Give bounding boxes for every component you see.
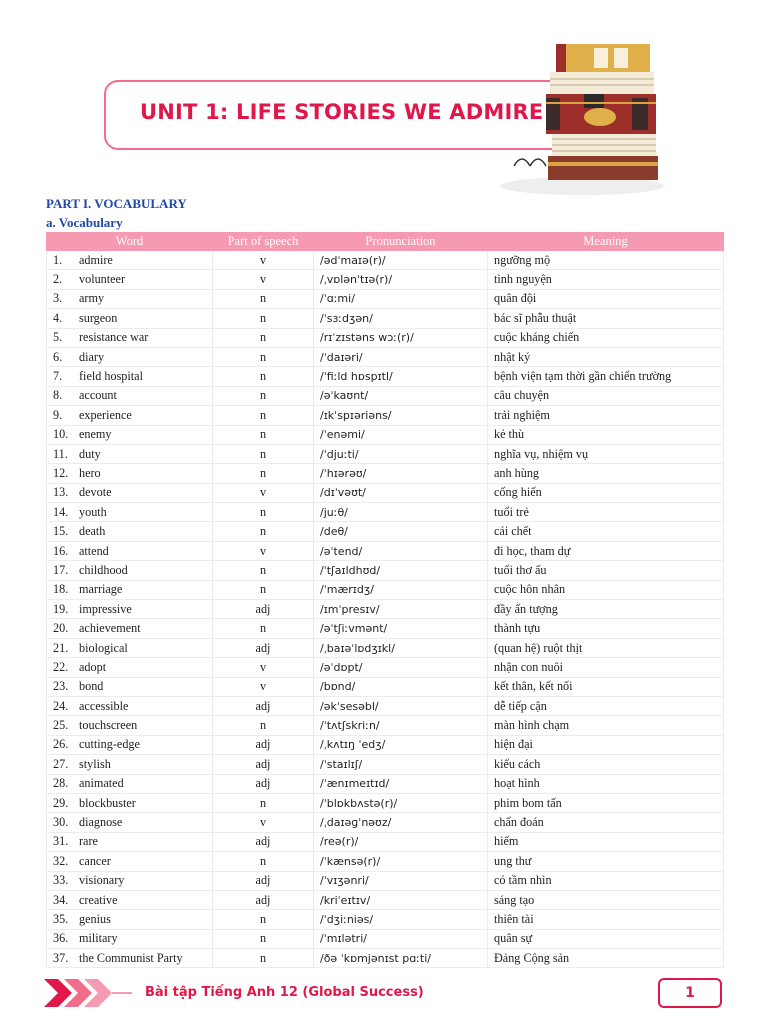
row-number: 23.: [53, 679, 69, 694]
word-cell: [47, 890, 213, 909]
word-cell: [47, 347, 213, 366]
meaning-cell: màn hình chạm: [488, 716, 724, 735]
meaning-cell: (quan hệ) ruột thịt: [488, 638, 724, 657]
meaning-cell: hiện đại: [488, 735, 724, 754]
meaning-cell: trải nghiệm: [488, 406, 724, 425]
meaning-cell: thành tựu: [488, 619, 724, 638]
part-title: PART I. VOCABULARY: [46, 196, 187, 211]
part-of-speech-cell: adj: [213, 638, 314, 657]
word-text: touchscreen: [79, 718, 138, 733]
table-row: [47, 406, 724, 425]
word-cell: [47, 677, 213, 696]
meaning-cell: tình nguyện: [488, 270, 724, 289]
part-of-speech-cell: adj: [213, 871, 314, 890]
meaning-cell: có tầm nhìn: [488, 871, 724, 890]
word-cell: [47, 309, 213, 328]
pronunciation-cell: /ˈstaɪlɪʃ/: [314, 755, 488, 774]
pronunciation-cell: /ˈkænsə(r)/: [314, 852, 488, 871]
table-row: [47, 270, 724, 289]
table-row: [47, 328, 724, 347]
meaning-cell: nghĩa vụ, nhiệm vụ: [488, 444, 724, 463]
row-number: 3.: [53, 291, 63, 306]
pronunciation-cell: /ɪmˈpresɪv/: [314, 600, 488, 619]
part-of-speech-cell: adj: [213, 696, 314, 715]
row-number: 26.: [53, 737, 69, 752]
row-number: 34.: [53, 892, 69, 907]
pronunciation-cell: /ˈdjuːti/: [314, 444, 488, 463]
header-part-of-speech: Part of speech: [213, 233, 314, 251]
row-number: 18.: [53, 582, 69, 597]
pronunciation-cell: /ˈhɪərəʊ/: [314, 464, 488, 483]
word-text: accessible: [79, 698, 129, 713]
table-row: [47, 638, 724, 657]
part-of-speech-cell: adj: [213, 600, 314, 619]
table-row: [47, 503, 724, 522]
word-cell: [47, 580, 213, 599]
part-of-speech-cell: n: [213, 619, 314, 638]
part-of-speech-cell: v: [213, 541, 314, 560]
part-of-speech-cell: adj: [213, 774, 314, 793]
row-number: 2.: [53, 272, 63, 287]
word-text: childhood: [79, 562, 128, 577]
table-row: [47, 347, 724, 366]
row-number: 9.: [53, 407, 63, 422]
part-of-speech-cell: v: [213, 813, 314, 832]
part-of-speech-cell: n: [213, 852, 314, 871]
meaning-cell: phim bom tấn: [488, 793, 724, 812]
word-cell: [47, 367, 213, 386]
meaning-cell: anh hùng: [488, 464, 724, 483]
table-header-row: [47, 233, 724, 251]
part-of-speech-cell: n: [213, 561, 314, 580]
row-number: 7.: [53, 369, 63, 384]
meaning-cell: đầy ấn tượng: [488, 600, 724, 619]
word-cell: [47, 774, 213, 793]
word-text: admire: [79, 252, 113, 267]
vocabulary-table: [46, 232, 724, 968]
row-number: 32.: [53, 853, 69, 868]
row-number: 10.: [53, 427, 69, 442]
table-row: [47, 910, 724, 929]
row-number: 22.: [53, 659, 69, 674]
table-row: [47, 541, 724, 560]
meaning-cell: Đảng Cộng sản: [488, 949, 724, 968]
row-number: 12.: [53, 465, 69, 480]
word-cell: [47, 503, 213, 522]
table-row: [47, 755, 724, 774]
meaning-cell: kết thân, kết nối: [488, 677, 724, 696]
word-text: marriage: [79, 582, 123, 597]
pronunciation-cell: /əˈkaʊnt/: [314, 386, 488, 405]
word-cell: [47, 270, 213, 289]
pronunciation-cell: /ˌbaɪəˈlɒdʒɪkl/: [314, 638, 488, 657]
row-number: 37.: [53, 950, 69, 965]
table-row: [47, 251, 724, 270]
word-cell: [47, 386, 213, 405]
row-number: 1.: [53, 252, 63, 267]
table-row: [47, 716, 724, 735]
pronunciation-cell: /bɒnd/: [314, 677, 488, 696]
row-number: 33.: [53, 873, 69, 888]
meaning-cell: chẩn đoán: [488, 813, 724, 832]
part-of-speech-cell: n: [213, 406, 314, 425]
row-number: 6.: [53, 349, 63, 364]
row-number: 20.: [53, 621, 69, 636]
part-of-speech-cell: v: [213, 483, 314, 502]
table-row: [47, 774, 724, 793]
part-of-speech-cell: n: [213, 367, 314, 386]
meaning-cell: kẻ thù: [488, 425, 724, 444]
section-subtitle: a. Vocabulary: [46, 215, 123, 230]
row-number: 14.: [53, 504, 69, 519]
word-cell: [47, 735, 213, 754]
pronunciation-cell: /ɪkˈspɪəriəns/: [314, 406, 488, 425]
row-number: 11.: [53, 446, 68, 461]
word-cell: [47, 638, 213, 657]
pronunciation-cell: /ˈenəmi/: [314, 425, 488, 444]
row-number: 15.: [53, 524, 69, 539]
meaning-cell: hoạt hình: [488, 774, 724, 793]
chevron-arrows-icon: [44, 977, 134, 1009]
pronunciation-cell: /ˈmɪlətri/: [314, 929, 488, 948]
word-cell: [47, 658, 213, 677]
meaning-cell: dễ tiếp cận: [488, 696, 724, 715]
word-cell: [47, 541, 213, 560]
word-text: resistance war: [79, 330, 149, 345]
word-text: creative: [79, 892, 118, 907]
meaning-cell: cái chết: [488, 522, 724, 541]
meaning-cell: quân sự: [488, 929, 724, 948]
row-number: 19.: [53, 601, 69, 616]
table-row: [47, 580, 724, 599]
word-cell: [47, 696, 213, 715]
table-row: [47, 444, 724, 463]
book-title: Bài tập Tiếng Anh 12 (Global Success): [145, 985, 424, 1000]
pronunciation-cell: /ˌvɒlənˈtɪə(r)/: [314, 270, 488, 289]
word-cell: [47, 289, 213, 308]
table-row: [47, 852, 724, 871]
part-of-speech-cell: n: [213, 580, 314, 599]
meaning-cell: tuổi trẻ: [488, 503, 724, 522]
part-of-speech-cell: n: [213, 910, 314, 929]
table-row: [47, 464, 724, 483]
table-body: [47, 251, 724, 968]
pronunciation-cell: /reə(r)/: [314, 832, 488, 851]
word-text: adopt: [79, 659, 107, 674]
part-of-speech-cell: n: [213, 522, 314, 541]
meaning-cell: quân đội: [488, 289, 724, 308]
books-illustration: [482, 38, 672, 198]
pronunciation-cell: /ðə ˈkɒmjənɪst pɑːti/: [314, 949, 488, 968]
meaning-cell: cuộc hôn nhân: [488, 580, 724, 599]
row-number: 25.: [53, 718, 69, 733]
part-of-speech-cell: n: [213, 309, 314, 328]
word-cell: [47, 444, 213, 463]
pronunciation-cell: /əkˈsesəbl/: [314, 696, 488, 715]
table-row: [47, 289, 724, 308]
word-cell: [47, 425, 213, 444]
row-number: 13.: [53, 485, 69, 500]
pronunciation-cell: /ˈmærɪdʒ/: [314, 580, 488, 599]
part-of-speech-cell: n: [213, 716, 314, 735]
word-cell: [47, 813, 213, 832]
meaning-cell: cuộc kháng chiến: [488, 328, 724, 347]
part-of-speech-cell: adj: [213, 755, 314, 774]
row-number: 16.: [53, 543, 69, 558]
word-cell: [47, 716, 213, 735]
pronunciation-cell: /ədˈmaɪə(r)/: [314, 251, 488, 270]
pronunciation-cell: /ˈænɪmeɪtɪd/: [314, 774, 488, 793]
pronunciation-cell: /əˈtend/: [314, 541, 488, 560]
word-cell: [47, 871, 213, 890]
pronunciation-cell: /ˈvɪʒənri/: [314, 871, 488, 890]
pronunciation-cell: /əˈdɒpt/: [314, 658, 488, 677]
part-of-speech-cell: adj: [213, 735, 314, 754]
pronunciation-cell: /ˈdaɪəri/: [314, 347, 488, 366]
word-cell: [47, 406, 213, 425]
meaning-cell: thiên tài: [488, 910, 724, 929]
meaning-cell: kiểu cách: [488, 755, 724, 774]
row-number: 30.: [53, 815, 69, 830]
page-number: 1: [658, 978, 722, 1008]
row-number: 17.: [53, 562, 69, 577]
word-text: surgeon: [79, 310, 118, 325]
pronunciation-cell: /rɪˈzɪstəns wɔː(r)/: [314, 328, 488, 347]
word-cell: [47, 561, 213, 580]
word-text: the Communist Party: [79, 950, 183, 965]
word-text: visionary: [79, 873, 125, 888]
meaning-cell: cống hiến: [488, 483, 724, 502]
part-of-speech-cell: adj: [213, 890, 314, 909]
word-cell: [47, 483, 213, 502]
word-text: field hospital: [79, 369, 143, 384]
row-number: 21.: [53, 640, 69, 655]
word-text: youth: [79, 504, 107, 519]
table-row: [47, 561, 724, 580]
word-text: hero: [79, 465, 101, 480]
word-text: account: [79, 388, 117, 403]
part-of-speech-cell: n: [213, 949, 314, 968]
pronunciation-cell: /deθ/: [314, 522, 488, 541]
word-text: cutting-edge: [79, 737, 140, 752]
row-number: 36.: [53, 931, 69, 946]
word-cell: [47, 793, 213, 812]
pronunciation-cell: /ˈtʌtʃskriːn/: [314, 716, 488, 735]
table-row: [47, 386, 724, 405]
word-text: genius: [79, 911, 111, 926]
table-row: [47, 309, 724, 328]
word-text: cancer: [79, 853, 111, 868]
word-cell: [47, 852, 213, 871]
table-row: [47, 832, 724, 851]
table-row: [47, 600, 724, 619]
meaning-cell: tuổi thơ ấu: [488, 561, 724, 580]
part-of-speech-cell: n: [213, 386, 314, 405]
row-number: 31.: [53, 834, 69, 849]
word-text: diagnose: [79, 815, 123, 830]
meaning-cell: sáng tạo: [488, 890, 724, 909]
table-row: [47, 425, 724, 444]
part-of-speech-cell: n: [213, 503, 314, 522]
part-of-speech-cell: n: [213, 328, 314, 347]
table-row: [47, 949, 724, 968]
word-text: biological: [79, 640, 128, 655]
pronunciation-cell: /ˌdaɪəɡˈnəʊz/: [314, 813, 488, 832]
meaning-cell: đi học, tham dự: [488, 541, 724, 560]
word-text: military: [79, 931, 118, 946]
part-of-speech-cell: v: [213, 270, 314, 289]
word-cell: [47, 832, 213, 851]
table-row: [47, 677, 724, 696]
word-text: devote: [79, 485, 112, 500]
unit-title: UNIT 1: LIFE STORIES WE ADMIRE: [140, 100, 544, 124]
meaning-cell: ngưỡng mộ: [488, 251, 724, 270]
meaning-cell: bác sĩ phẫu thuật: [488, 309, 724, 328]
word-text: animated: [79, 776, 124, 791]
pronunciation-cell: /ˈblɒkbʌstə(r)/: [314, 793, 488, 812]
part-of-speech-cell: adj: [213, 832, 314, 851]
word-text: army: [79, 291, 105, 306]
word-cell: [47, 522, 213, 541]
table-row: [47, 929, 724, 948]
word-text: experience: [79, 407, 132, 422]
row-number: 4.: [53, 310, 63, 325]
meaning-cell: câu chuyện: [488, 386, 724, 405]
pronunciation-cell: /dɪˈvəʊt/: [314, 483, 488, 502]
part-of-speech-cell: n: [213, 444, 314, 463]
part-of-speech-cell: n: [213, 464, 314, 483]
word-text: death: [79, 524, 106, 539]
word-text: volunteer: [79, 272, 126, 287]
meaning-cell: bệnh viện tạm thời gần chiến trường: [488, 367, 724, 386]
pronunciation-cell: /ˈsɜːdʒən/: [314, 309, 488, 328]
meaning-cell: nhật ký: [488, 347, 724, 366]
table-row: [47, 367, 724, 386]
pronunciation-cell: /əˈtʃiːvmənt/: [314, 619, 488, 638]
word-text: diary: [79, 349, 105, 364]
word-text: attend: [79, 543, 109, 558]
pronunciation-cell: /ˈtʃaɪldhʊd/: [314, 561, 488, 580]
pronunciation-cell: /kriˈeɪtɪv/: [314, 890, 488, 909]
row-number: 24.: [53, 698, 69, 713]
word-cell: [47, 328, 213, 347]
table-row: [47, 658, 724, 677]
header-pronunciation: Pronunciation: [314, 233, 488, 251]
row-number: 5.: [53, 330, 63, 345]
word-cell: [47, 600, 213, 619]
meaning-cell: hiếm: [488, 832, 724, 851]
word-text: impressive: [79, 601, 132, 616]
pronunciation-cell: /ˌkʌtɪŋ ˈedʒ/: [314, 735, 488, 754]
table-row: [47, 793, 724, 812]
part-of-speech-cell: n: [213, 289, 314, 308]
word-text: duty: [79, 446, 101, 461]
table-row: [47, 483, 724, 502]
meaning-cell: nhận con nuôi: [488, 658, 724, 677]
part-of-speech-cell: n: [213, 929, 314, 948]
pronunciation-cell: /ˈfiːld hɒspɪtl/: [314, 367, 488, 386]
table-row: [47, 871, 724, 890]
word-cell: [47, 910, 213, 929]
part-of-speech-cell: v: [213, 251, 314, 270]
part-of-speech-cell: v: [213, 658, 314, 677]
word-text: enemy: [79, 427, 112, 442]
word-text: bond: [79, 679, 104, 694]
pronunciation-cell: /ˈdʒiːniəs/: [314, 910, 488, 929]
table-row: [47, 522, 724, 541]
word-cell: [47, 929, 213, 948]
table-row: [47, 696, 724, 715]
part-of-speech-cell: n: [213, 793, 314, 812]
row-number: 35.: [53, 911, 69, 926]
pronunciation-cell: /juːθ/: [314, 503, 488, 522]
header-word: Word: [47, 233, 213, 251]
part-of-speech-cell: n: [213, 347, 314, 366]
row-number: 27.: [53, 756, 69, 771]
header-meaning: Meaning: [488, 233, 724, 251]
table-row: [47, 619, 724, 638]
row-number: 8.: [53, 388, 63, 403]
word-cell: [47, 755, 213, 774]
table-row: [47, 735, 724, 754]
word-text: rare: [79, 834, 98, 849]
table-row: [47, 813, 724, 832]
row-number: 29.: [53, 795, 69, 810]
meaning-cell: ung thư: [488, 852, 724, 871]
pronunciation-cell: /ˈɑːmi/: [314, 289, 488, 308]
table-row: [47, 890, 724, 909]
word-cell: [47, 251, 213, 270]
word-text: blockbuster: [79, 795, 136, 810]
part-of-speech-cell: n: [213, 425, 314, 444]
word-text: achievement: [79, 621, 141, 636]
word-cell: [47, 464, 213, 483]
word-text: stylish: [79, 756, 111, 771]
part-of-speech-cell: v: [213, 677, 314, 696]
row-number: 28.: [53, 776, 69, 791]
word-cell: [47, 619, 213, 638]
word-cell: [47, 949, 213, 968]
